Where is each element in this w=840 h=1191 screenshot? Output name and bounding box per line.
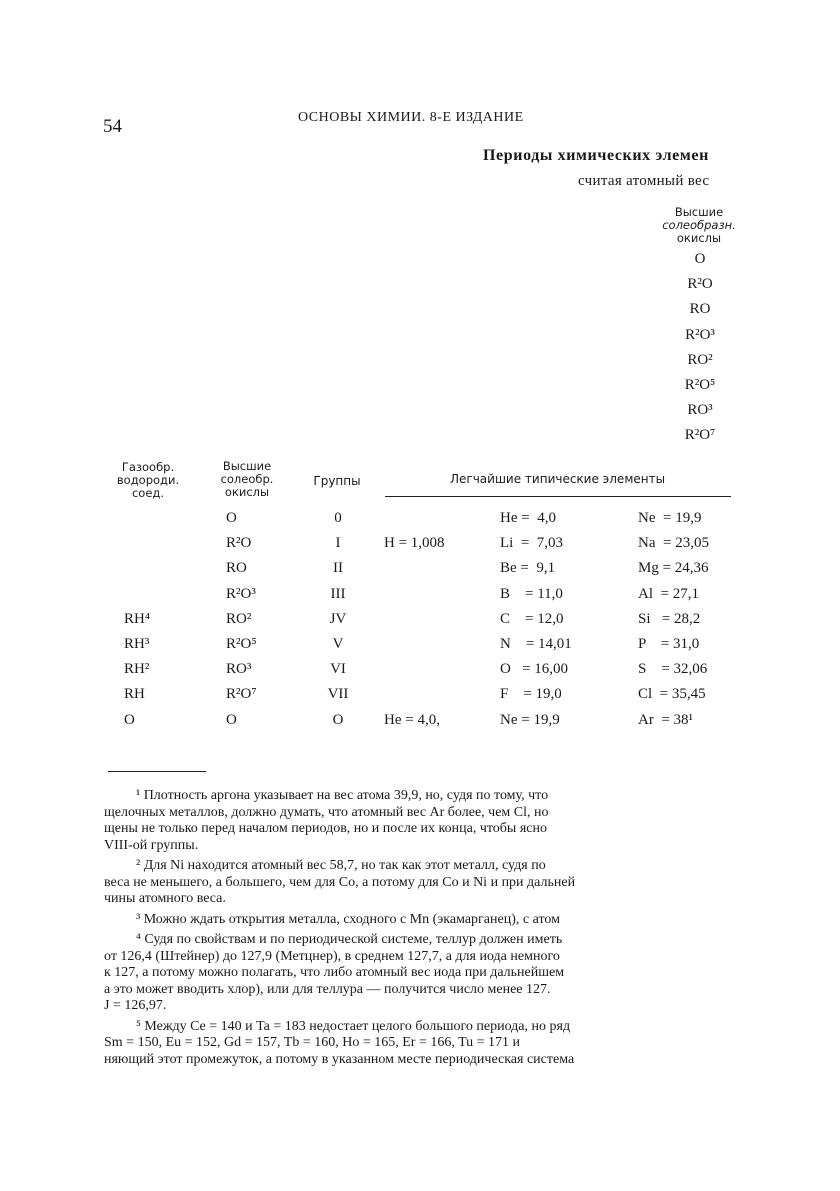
table-cell-light: F = 19,0	[500, 686, 562, 703]
elements-header: Легчайшие типические элементы	[450, 472, 666, 486]
table-cell-second: Na = 23,05	[638, 535, 709, 552]
table-cell-light: B = 11,0	[500, 585, 563, 602]
table-subtitle: считая атомный вес	[578, 173, 710, 189]
running-head: ОСНОВЫ ХИМИИ. 8-Е ИЗДАНИЕ	[298, 110, 524, 125]
table-cell-h: He = 4,0,	[384, 711, 440, 728]
right-oxide-column	[660, 251, 740, 453]
header-line: окислы	[224, 485, 270, 499]
oxide-cell: R²O	[687, 276, 713, 293]
table-cell-second: S = 32,06	[638, 661, 708, 678]
table-cell-light: He = 4,0	[500, 510, 556, 526]
oxide-cell: RO³	[687, 402, 713, 419]
right-header-line: солеобразн.	[662, 218, 736, 232]
table-cell-hydride: RH²	[124, 661, 150, 678]
oxide-cell: RO²	[687, 351, 713, 368]
footnote-line: к 127, а потому можно полагать, что либо атомный вес иода при дальнейшем	[104, 965, 565, 980]
table-cell-oxide: RO²	[226, 610, 252, 627]
oxides-header	[214, 460, 280, 499]
right-oxide-header	[658, 206, 740, 245]
footnote-line: от 126,4 (Штейнер) до 127,9 (Метцнер), в среднем 127,7, а для иода немного	[104, 948, 560, 964]
table-cell-second: P = 31,0	[638, 636, 700, 652]
right-header-line: Высшие	[674, 205, 724, 219]
table-cell-group: VII	[327, 686, 349, 703]
table-cell-second: Si = 28,2	[638, 610, 701, 627]
table-cell-oxide: R²O³	[226, 585, 256, 602]
footnote-spacer	[104, 1068, 730, 1072]
oxide-cell: R²O⁷	[684, 427, 716, 444]
footnote-line: ¹ Плотность аргона указывает на вес атома 39,9, но, судя по тому, что	[136, 788, 549, 803]
table-cell-oxide: R²O	[226, 535, 252, 552]
groups-header: Группы	[313, 474, 361, 488]
footnote-line: J = 126,97.	[104, 998, 167, 1013]
header-line: солеобр.	[220, 472, 274, 486]
footnote-line: ³ Можно ждать открытия металла, сходного с Mn (экамарганец), с атом	[136, 911, 560, 927]
footnote-line: веса не меньшего, а большего, чем для Co, а потому для Co и Ni и при дальней	[104, 874, 576, 890]
footnote-line: а это может вводить хлор), или для теллура — получится число менее 127.	[104, 981, 551, 997]
oxide-cell: O	[694, 251, 706, 267]
hydrogen-compounds-header	[112, 461, 184, 500]
table-cell-second: Ar = 38¹	[638, 711, 694, 728]
footnote-line: ⁴ Судя по свойствам и по периодической системе, теллур должен иметь	[136, 932, 563, 947]
table-cell-second: Mg = 24,36	[638, 560, 709, 577]
elements-header-rule	[385, 496, 731, 497]
table-cell-group: V	[332, 636, 344, 652]
footnote-line: Sm = 150, Eu = 152, Gd = 157, Tb = 160, Ho = 165, Er = 166, Tu = 171 и	[104, 1035, 521, 1050]
footnote-line: щены не только перед началом периодов, но и после их конца, чтобы ясно	[104, 821, 547, 836]
table-cell-oxide: R²O⁷	[226, 686, 257, 703]
table-cell-group: III	[330, 585, 346, 602]
table-cell-light: Ne = 19,9	[500, 711, 560, 728]
table-cell-group: JV	[329, 610, 347, 627]
table-cell-oxide: RO	[226, 560, 247, 577]
table-cell-group: I	[335, 535, 341, 552]
header-line: соед.	[131, 486, 165, 500]
table-cell-group: 0	[334, 510, 342, 526]
page-number: 54	[103, 116, 122, 137]
footnote-line: VIII-ой группы.	[104, 837, 199, 853]
table-cell-second: Cl = 35,45	[638, 686, 706, 703]
header-line: Газообр.	[121, 460, 175, 474]
table-cell-light: C = 12,0	[500, 610, 564, 627]
table-title: Периоды химических элемен	[483, 147, 709, 164]
footnotes	[104, 788, 730, 1072]
table-cell-group: VI	[330, 661, 346, 678]
table-cell-hydride: RH	[124, 686, 145, 703]
oxide-cell: R²O⁵	[684, 376, 716, 393]
footnote-line: ⁵ Между Ce = 140 и Ta = 183 недостает целого большого периода, но ряд	[136, 1018, 571, 1034]
oxide-cell: RO	[689, 301, 711, 318]
table-cell-group: O	[332, 711, 344, 728]
table-cell-hydride: O	[124, 711, 135, 728]
table-cell-light: N = 14,01	[500, 636, 572, 652]
table-cell-oxide: RO³	[226, 661, 252, 678]
table-cell-oxide: R²O⁵	[226, 636, 257, 652]
footnote-line: ² Для Ni находится атомный вес 58,7, но так как этот металл, судя по	[136, 858, 546, 873]
right-header-line: окислы	[676, 231, 722, 245]
table-cell-hydride: RH⁴	[124, 610, 151, 627]
table-cell-h: H = 1,008	[384, 535, 445, 552]
header-line: Высшие	[222, 459, 272, 473]
table-cell-oxide: O	[226, 510, 237, 526]
header-line: водороди.	[116, 473, 180, 487]
table-cell-light: Li = 7,03	[500, 535, 564, 552]
oxide-cell: R²O³	[685, 326, 715, 343]
footnote-line: няющий этот промежуток, а потому в указанном месте периодическая система	[104, 1051, 575, 1067]
footnote-rule	[108, 771, 206, 772]
table-cell-hydride: RH³	[124, 636, 150, 652]
footnote-line: чины атомного веса.	[104, 891, 226, 906]
table-cell-second: Al = 27,1	[638, 585, 699, 602]
table-cell-light: O = 16,00	[500, 661, 569, 678]
table-cell-group: II	[333, 560, 343, 577]
table-cell-light: Be = 9,1	[500, 560, 556, 577]
footnote-line: щелочных металлов, должно думать, что атомный вес Ar более, чем Cl, но	[104, 804, 549, 820]
table-cell-second: Ne = 19,9	[638, 510, 702, 526]
table-cell-oxide: O	[226, 711, 237, 728]
